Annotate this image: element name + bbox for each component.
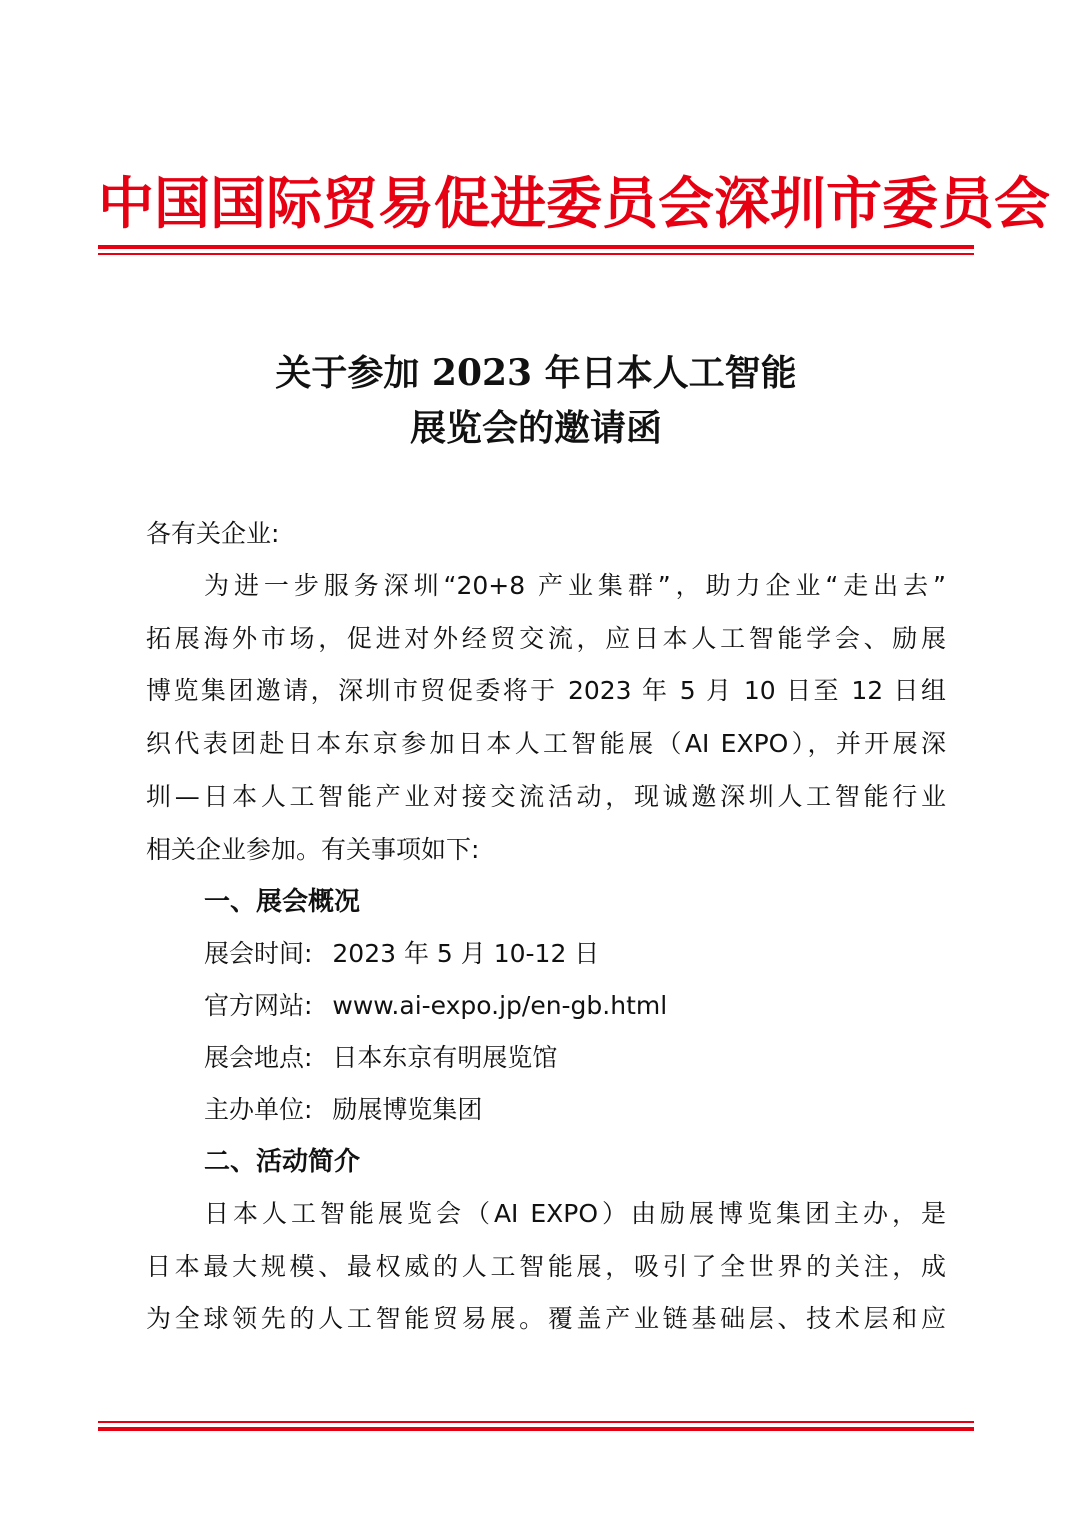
footer-rule-thick xyxy=(98,1427,974,1431)
activity-line: 为全球领先的人工智能贸易展。覆盖产业链基础层、技术层和应 xyxy=(146,1304,946,1334)
info-value: 日本东京有明展览馆 xyxy=(332,1043,558,1072)
activity-line: 日本人工智能展览会（AI EXPO）由励展博览集团主办，是 xyxy=(204,1199,946,1228)
footer-rule-thin xyxy=(98,1421,974,1423)
intro-paragraph xyxy=(146,560,946,876)
info-label: 展会时间: xyxy=(204,939,313,968)
info-row-time xyxy=(204,928,599,980)
document-title-line-2: 展览会的邀请函 xyxy=(409,407,662,449)
intro-line: 博览集团邀请，深圳市贸促委将于 2023 年 5 月 10 日至 12 日组 xyxy=(146,676,946,706)
info-value: 2023 年 5 月 10-12 日 xyxy=(332,939,600,968)
intro-line: 拓展海外市场，促进对外经贸交流，应日本人工智能学会、励展 xyxy=(146,623,946,653)
intro-line: 圳—日本人工智能产业对接交流活动，现诚邀深圳人工智能行业 xyxy=(146,781,946,811)
activity-line: 日本最大规模、最权威的人工智能展，吸引了全世界的关注，成 xyxy=(146,1251,946,1281)
info-label: 主办单位: xyxy=(204,1095,313,1124)
info-row-website xyxy=(204,980,667,1032)
letterhead-rule-thin xyxy=(98,253,974,255)
intro-line: 织代表团赴日本东京参加日本人工智能展（AI EXPO），并开展深 xyxy=(146,729,946,759)
intro-line: 相关企业参加。有关事项如下: xyxy=(146,834,480,864)
salutation: 各有关企业: xyxy=(146,519,280,548)
info-label: 展会地点: xyxy=(204,1043,313,1072)
info-label: 官方网站: xyxy=(204,991,313,1020)
section-heading-overview: 一、展会概况 xyxy=(204,887,361,917)
intro-line: 为进一步服务深圳“20+8 产业集群”，助力企业“走出去” xyxy=(204,571,946,600)
info-value: 励展博览集团 xyxy=(332,1095,483,1124)
letterhead-org-name: 中国国际贸易促进委员会深圳市委员会 xyxy=(98,172,1050,237)
section-heading-activity: 二、活动简介 xyxy=(204,1147,361,1177)
info-row-venue xyxy=(204,1032,557,1084)
document-title-line-1: 关于参加 2023 年日本人工智能 xyxy=(275,352,797,394)
letterhead-rule-thick xyxy=(98,245,974,249)
activity-paragraph xyxy=(146,1188,946,1346)
website-link[interactable]: www.ai-expo.jp/en-gb.html xyxy=(332,991,668,1020)
info-row-organizer xyxy=(204,1084,482,1136)
